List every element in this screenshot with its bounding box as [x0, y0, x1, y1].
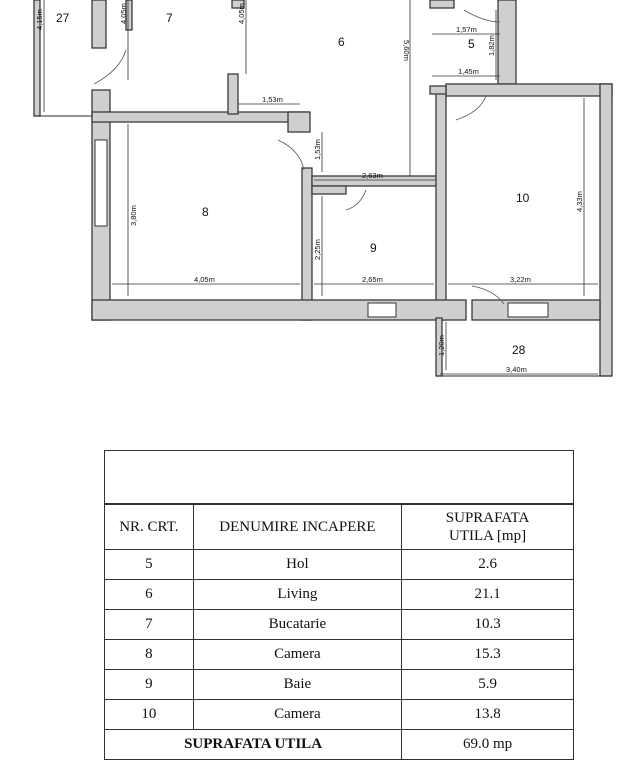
room-10-label: 10 [516, 191, 530, 205]
dim-340: 3,40m [506, 365, 527, 374]
wall-10-right [600, 84, 612, 376]
cell-nr: 6 [105, 580, 193, 610]
cell-area: 13.8 [402, 700, 573, 730]
window-8 [95, 140, 107, 226]
legend-header-blank [105, 451, 573, 504]
wall-9-10 [436, 92, 446, 320]
cell-area: 2.6 [402, 550, 573, 580]
wall-bottom-left [92, 300, 466, 320]
dim-157: 1,57m [456, 25, 477, 34]
cell-nr: 9 [105, 670, 193, 700]
cell-name: Hol [193, 550, 401, 580]
wall-stub-8 [288, 112, 310, 132]
dim-322: 3,22m [510, 275, 531, 284]
window-9 [368, 303, 396, 317]
wall-8-9 [302, 168, 312, 320]
window-10 [508, 303, 548, 317]
room-5-label: 5 [468, 37, 475, 51]
dim-263: 2,63m [362, 171, 383, 180]
cell-name: Camera [193, 700, 401, 730]
dim-405a: 4,05m [119, 3, 128, 24]
dim-145: 1,45m [458, 67, 479, 76]
cell-name: Baie [193, 670, 401, 700]
cell-area: 10.3 [402, 610, 573, 640]
cell-name: Camera [193, 640, 401, 670]
cell-area: 15.3 [402, 640, 573, 670]
room-9-label: 9 [370, 241, 377, 255]
table-row [105, 580, 573, 610]
dim-405b: 4,05m [237, 3, 246, 24]
wall-hol-lower [430, 86, 446, 94]
cell-name: Living [193, 580, 401, 610]
wall-7-bottom [92, 112, 308, 122]
area-table [105, 504, 573, 759]
dim-415: 4,15m [35, 9, 44, 30]
cell-name: Bucatarie [193, 610, 401, 640]
door-swing-10 [456, 96, 486, 120]
dim-380: 3,80m [129, 205, 138, 226]
cell-area: 5.9 [402, 670, 573, 700]
wall-10-top [446, 84, 612, 96]
cell-nr: 10 [105, 700, 193, 730]
door-swing-8 [278, 140, 304, 170]
dim-225: 2,25m [313, 239, 322, 260]
room-6-label: 6 [338, 35, 345, 49]
dim-182: 1,82m [487, 35, 496, 56]
wall-9-inner-top [312, 186, 346, 194]
table-row [105, 700, 573, 730]
table-total-row [105, 730, 573, 760]
table-row [105, 640, 573, 670]
dim-560: 5,60m [402, 40, 411, 61]
header-area: SUPRAFATA UTILA [mp] [402, 505, 573, 550]
dim-153b: 1,53m [313, 139, 322, 160]
area-legend-table [104, 450, 574, 760]
cell-nr: 5 [105, 550, 193, 580]
header-name: DENUMIRE INCAPERE [193, 505, 401, 550]
door-swing-5 [464, 10, 500, 22]
dim-265: 2,65m [362, 275, 383, 284]
table-row [105, 610, 573, 640]
cell-nr: 7 [105, 610, 193, 640]
header-nr: NR. CRT. [105, 505, 193, 550]
cell-area: 21.1 [402, 580, 573, 610]
table-header-row [105, 505, 573, 550]
total-value: 69.0 mp [402, 730, 573, 760]
dim-433: 4,33m [575, 191, 584, 212]
room-7-label: 7 [166, 11, 173, 25]
wall-7-8 [228, 74, 238, 114]
room-8-label: 8 [202, 205, 209, 219]
room-28-label: 28 [512, 343, 526, 357]
dim-405c: 4,05m [194, 275, 215, 284]
room-27-label: 27 [56, 11, 70, 25]
door-swing-27 [94, 50, 126, 84]
wall-top-5 [430, 0, 454, 8]
table-row [105, 670, 573, 700]
total-label: SUPRAFATA UTILA [105, 730, 402, 760]
partition-27-7 [92, 0, 106, 48]
dim-153a: 1,53m [262, 95, 283, 104]
table-row [105, 550, 573, 580]
door-swing-9 [346, 190, 366, 210]
dim-120: 1,20m [437, 335, 446, 356]
cell-nr: 8 [105, 640, 193, 670]
wall-right-5 [498, 0, 516, 84]
